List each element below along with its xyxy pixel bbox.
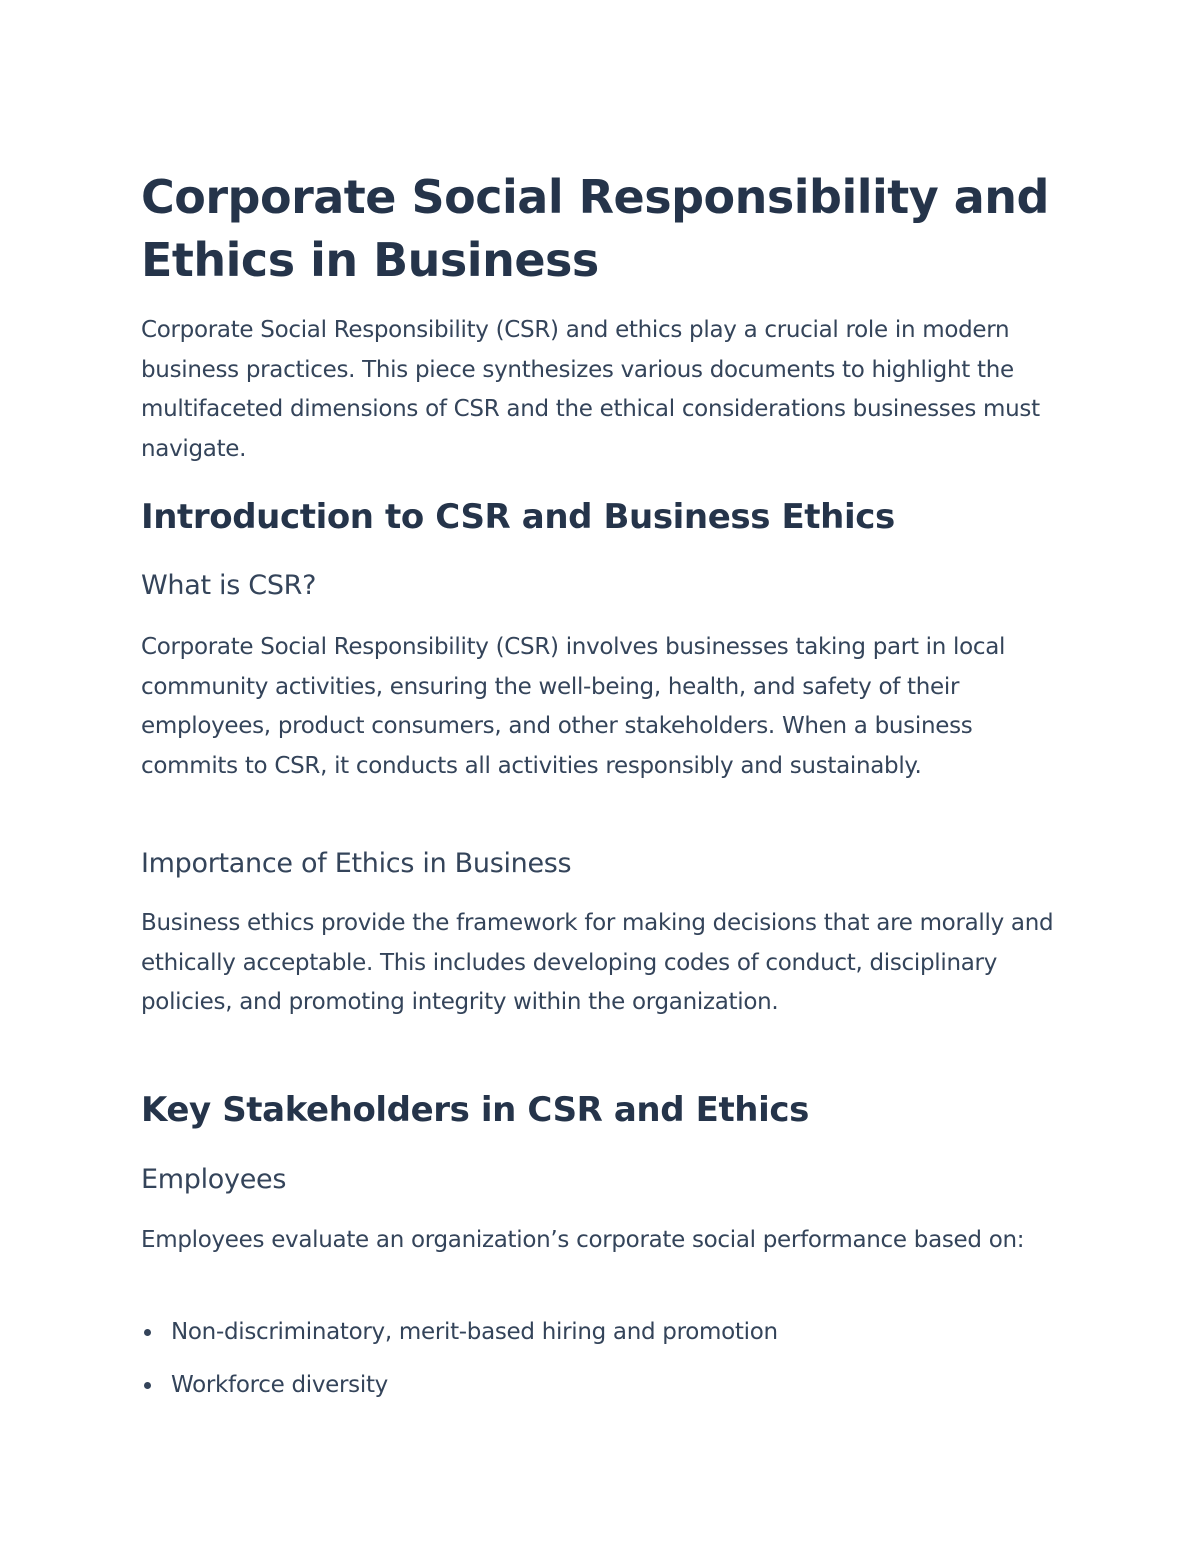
employees-criteria-list <box>141 1312 1056 1418</box>
employees-paragraph: Employees evaluate an organization’s corporate social performance based on: <box>141 1227 1025 1253</box>
bullet-icon <box>144 1382 151 1389</box>
list-item-text: Non-discriminatory, merit-based hiring and promotion <box>171 1319 778 1345</box>
list-item <box>141 1365 1056 1418</box>
what-is-csr-paragraph: Corporate Social Responsibility (CSR) involves businesses taking part in local community activities, ensuring the well-being, health, and safety of their employees, product consumers, and other stakeholders. When a business commits to CSR, it conducts all activities responsibly and sustainably. <box>141 634 1006 779</box>
subsection-heading-importance-of-ethics: Importance of Ethics in Business <box>141 848 572 879</box>
section-heading-introduction: Introduction to CSR and Business Ethics <box>141 497 895 537</box>
section-heading-key-stakeholders: Key Stakeholders in CSR and Ethics <box>141 1090 809 1130</box>
bullet-icon <box>144 1329 151 1336</box>
intro-paragraph: Corporate Social Responsibility (CSR) and ethics play a crucial role in modern business practices. This piece synthesizes various documents to highlight the multifaceted dimensions of CSR and the ethical considerations businesses must navigate. <box>141 317 1040 462</box>
list-item-text: Workforce diversity <box>171 1372 388 1398</box>
importance-of-ethics-paragraph: Business ethics provide the framework for making decisions that are morally and ethically acceptable. This includes developing codes of conduct, disciplinary policies, and promoting integrity within the organization. <box>141 910 1054 1015</box>
list-item <box>141 1312 1056 1365</box>
document-title: Corporate Social Responsibility and Ethics in Business <box>141 170 1049 287</box>
subsection-heading-what-is-csr: What is CSR? <box>141 570 317 601</box>
subsection-heading-employees: Employees <box>141 1164 287 1195</box>
